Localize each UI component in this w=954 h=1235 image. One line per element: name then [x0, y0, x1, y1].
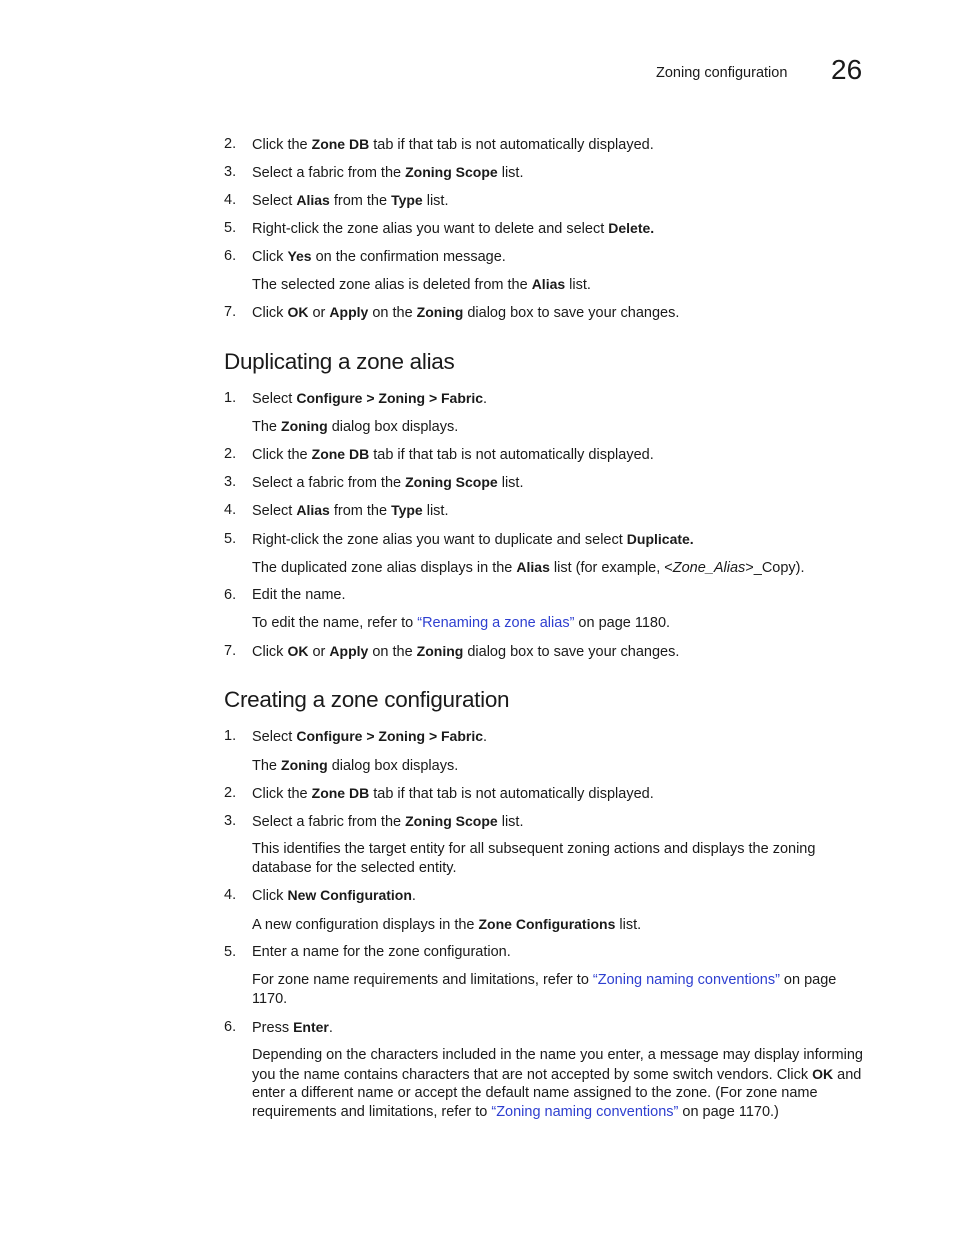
- section-heading: Duplicating a zone alias: [224, 349, 455, 374]
- step-number: 6.: [224, 1019, 237, 1035]
- step-text: Select Configure > Zoning > Fabric.: [252, 728, 488, 745]
- step-number: 5.: [224, 220, 237, 236]
- step-note: For zone name requirements and limitations, refer to “Zoning naming conventions” on page 1170.: [252, 972, 837, 1007]
- section-heading: Creating a zone configuration: [224, 687, 510, 712]
- step-note: To edit the name, refer to “Renaming a zone alias” on page 1180.: [252, 615, 671, 631]
- step-number: 2.: [224, 136, 237, 152]
- chapter-number: 26: [831, 54, 863, 85]
- step-note: This identifies the target entity for all subsequent zoning actions and displays the zoning database for the selected entity.: [252, 841, 816, 876]
- step-note: The duplicated zone alias displays in the Alias list (for example, <Zone_Alias>_Copy).: [252, 559, 805, 576]
- step-text: Select a fabric from the Zoning Scope list.: [252, 474, 524, 491]
- step-note: The Zoning dialog box displays.: [252, 757, 459, 774]
- step-text: Select a fabric from the Zoning Scope list.: [252, 164, 524, 181]
- step-text: Click New Configuration.: [252, 887, 416, 904]
- step-text: Click the Zone DB tab if that tab is not automatically displayed.: [252, 446, 654, 463]
- step-number: 3.: [224, 164, 237, 180]
- step-text: Select Alias from the Type list.: [252, 192, 449, 209]
- step-number: 6.: [224, 587, 237, 603]
- step-number: 2.: [224, 446, 237, 462]
- step-text: Click the Zone DB tab if that tab is not automatically displayed.: [252, 785, 654, 802]
- step-number: 4.: [224, 192, 237, 208]
- cross-reference-link[interactable]: “Zoning naming conventions”: [491, 1103, 679, 1120]
- step-note: The selected zone alias is deleted from the Alias list.: [252, 276, 591, 293]
- step-text: Right-click the zone alias you want to duplicate and select Duplicate.: [252, 531, 694, 548]
- step-note: A new configuration displays in the Zone Configurations list.: [252, 916, 642, 933]
- running-header-section: Zoning configuration: [656, 65, 788, 81]
- cross-reference-link[interactable]: “Zoning naming conventions”: [592, 972, 780, 988]
- step-note: Depending on the characters included in the name you enter, a message may display informing you the name contains characters that are not accepted by some switch vendors. Click OK and enter a different name or accept the default name assigned to the zone. (For zone name requirements and limitations, refer to “Zoning naming conventions” on page 1170.): [252, 1047, 863, 1120]
- step-number: 7.: [224, 643, 237, 659]
- step-number: 6.: [224, 248, 237, 264]
- step-text: Click OK or Apply on the Zoning dialog box to save your changes.: [252, 304, 680, 321]
- step-text: Click OK or Apply on the Zoning dialog box to save your changes.: [252, 643, 680, 660]
- step-number: 3.: [224, 474, 237, 490]
- step-text: Right-click the zone alias you want to delete and select Delete.: [252, 220, 655, 237]
- step-text: Edit the name.: [252, 587, 346, 603]
- step-number: 4.: [224, 887, 237, 903]
- cross-reference-link[interactable]: “Renaming a zone alias”: [417, 615, 575, 631]
- step-note: The Zoning dialog box displays.: [252, 418, 459, 435]
- step-number: 1.: [224, 390, 237, 406]
- step-text: Press Enter.: [252, 1019, 333, 1036]
- step-number: 4.: [224, 502, 237, 518]
- step-text: Select a fabric from the Zoning Scope list.: [252, 813, 524, 830]
- step-number: 3.: [224, 813, 237, 829]
- step-text: Select Alias from the Type list.: [252, 502, 449, 519]
- step-number: 7.: [224, 304, 237, 320]
- step-text: Select Configure > Zoning > Fabric.: [252, 390, 488, 407]
- step-number: 5.: [224, 531, 237, 547]
- step-text: Enter a name for the zone configuration.: [252, 944, 511, 960]
- step-number: 1.: [224, 728, 237, 744]
- step-text: Click Yes on the confirmation message.: [252, 248, 506, 265]
- step-number: 5.: [224, 944, 237, 960]
- step-number: 2.: [224, 785, 237, 801]
- step-text: Click the Zone DB tab if that tab is not automatically displayed.: [252, 136, 654, 153]
